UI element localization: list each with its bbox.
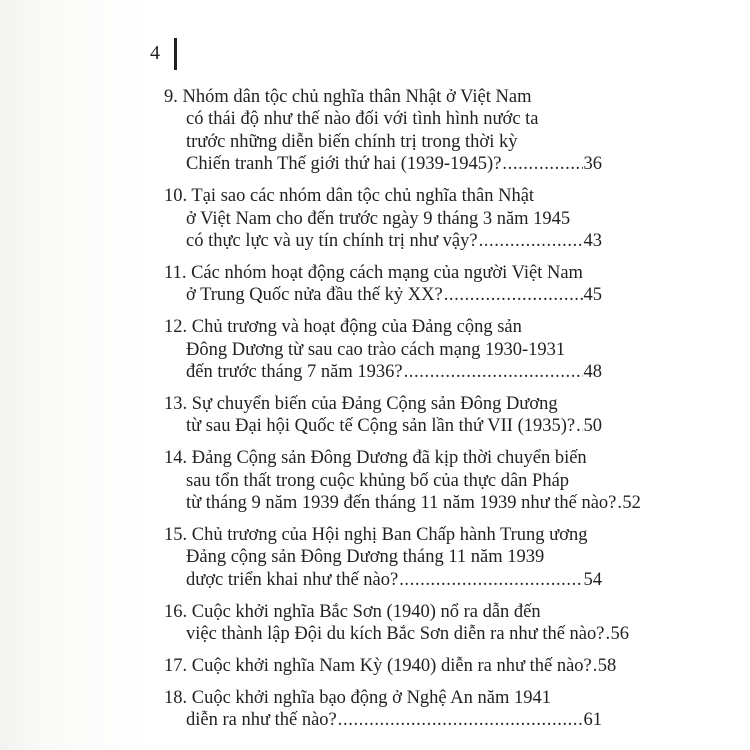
toc-entry-last-line <box>164 655 617 677</box>
toc-entry <box>164 393 602 438</box>
dot-leader <box>399 569 582 591</box>
toc-entry <box>164 687 602 732</box>
toc-entry-title-line: 12. Chủ trương và hoạt động của Đảng cộng sản <box>164 317 522 338</box>
toc-entry-page: 50 <box>583 416 602 437</box>
toc-entry-title-line: việc thành lập Đội du kích Bắc Sơn diễn ra như thế nào? <box>186 624 605 645</box>
toc-entry-title-line: ở Trung Quốc nửa đầu thế kỷ XX? <box>186 285 443 306</box>
toc-entry-title-line: 17. Cuộc khởi nghĩa Nam Kỳ (1940) diễn ra như thế nào? <box>164 655 592 676</box>
toc-entry-last-line <box>164 492 641 514</box>
toc-entry-title-line: 15. Chủ trương của Hội nghị Ban Chấp hành Trung ương <box>164 524 588 545</box>
toc-entry-title-line: Đảng cộng sản Đông Dương tháng 11 năm 1939 <box>186 547 545 568</box>
toc-entry-title-line: 16. Cuộc khởi nghĩa Bắc Sơn (1940) nổ ra dẫn đến <box>164 601 541 622</box>
toc-entry-title-line: 11. Các nhóm hoạt động cách mạng của người Việt Nam <box>164 262 583 283</box>
toc-entry-title-line: 18. Cuộc khởi nghĩa bạo động ở Nghệ An năm 1941 <box>164 687 551 708</box>
toc-entry-last-line <box>164 709 602 731</box>
toc-entry-title-line: đến trước tháng 7 năm 1936? <box>186 361 403 382</box>
dot-leader <box>444 284 583 306</box>
dot-leader <box>593 655 597 677</box>
toc-entry-title-line: trước những diễn biến chính trị trong thời kỳ <box>186 131 518 152</box>
toc-entry-page: 36 <box>583 154 602 175</box>
toc-entry-last-line <box>164 153 602 175</box>
dot-leader <box>479 230 583 252</box>
dot-leader <box>404 361 583 383</box>
toc-entry-last-line <box>164 415 602 437</box>
toc-entry <box>164 601 629 646</box>
toc-entry <box>164 524 602 591</box>
page-number: 4 <box>150 42 160 64</box>
toc-entry-title-line: Chiến tranh Thế giới thứ hai (1939-1945)? <box>186 154 502 175</box>
toc-entry-page: 54 <box>583 569 602 590</box>
toc-entry-last-line <box>164 623 629 645</box>
toc-entry-last-line <box>164 569 602 591</box>
toc-entry-title-line: 10. Tại sao các nhóm dân tộc chủ nghĩa thân Nhật <box>164 186 535 207</box>
toc-entry-title-line: diễn ra như thế nào? <box>186 710 337 731</box>
toc-entry <box>164 262 602 307</box>
toc-entry-page: 48 <box>583 361 602 382</box>
toc-entry <box>164 655 617 677</box>
dot-leader <box>576 415 582 437</box>
toc-entry-last-line <box>164 361 602 383</box>
toc-entry-page: 61 <box>583 710 602 731</box>
toc-entry <box>164 447 641 514</box>
toc-entry-title-line: ở Việt Nam cho đến trước ngày 9 tháng 3 năm 1945 <box>186 208 571 229</box>
toc-entry-title-line: sau tổn thất trong cuộc khủng bố của thực dân Pháp <box>186 470 570 491</box>
toc-entry-page: 52 <box>622 493 641 513</box>
toc-entry <box>164 86 602 176</box>
toc-entry-title-line: từ tháng 9 năm 1939 đến tháng 11 năm 1939 như thế nào? <box>186 493 617 513</box>
toc-entry-page: 45 <box>583 285 602 306</box>
dot-leader <box>617 492 621 514</box>
toc-entry-title-line: Đông Dương từ sau cao trào cách mạng 1930-1931 <box>186 339 566 360</box>
toc-entry-title-line: 14. Đảng Cộng sản Đông Dương đã kịp thời chuyển biến <box>164 448 587 469</box>
table-of-contents <box>164 86 641 732</box>
dot-leader <box>338 709 583 731</box>
toc-entry-last-line <box>164 230 602 252</box>
header-rule <box>174 38 177 70</box>
toc-entry-title-line: có thực lực và uy tín chính trị như vậy? <box>186 230 478 251</box>
toc-entry-title-line: từ sau Đại hội Quốc tế Cộng sản lần thứ VII (1935)? <box>186 416 576 437</box>
toc-entry-last-line <box>164 284 602 306</box>
toc-entry-page: 43 <box>583 230 602 251</box>
dot-leader <box>502 153 582 175</box>
toc-entry <box>164 316 602 383</box>
toc-entry-page: 56 <box>610 624 629 645</box>
toc-entry-title-line: 9. Nhóm dân tộc chủ nghĩa thân Nhật ở Việt Nam <box>164 87 532 107</box>
toc-entry-page: 58 <box>597 655 617 676</box>
toc-entry-title-line: dược triển khai như thế nào? <box>186 569 399 590</box>
toc-entry <box>164 185 602 252</box>
toc-entry-title-line: 13. Sự chuyển biến của Đảng Cộng sản Đông Dương <box>164 393 558 414</box>
toc-entry-title-line: có thái độ như thế nào đối với tình hình nước ta <box>186 109 539 130</box>
dot-leader <box>605 623 609 645</box>
